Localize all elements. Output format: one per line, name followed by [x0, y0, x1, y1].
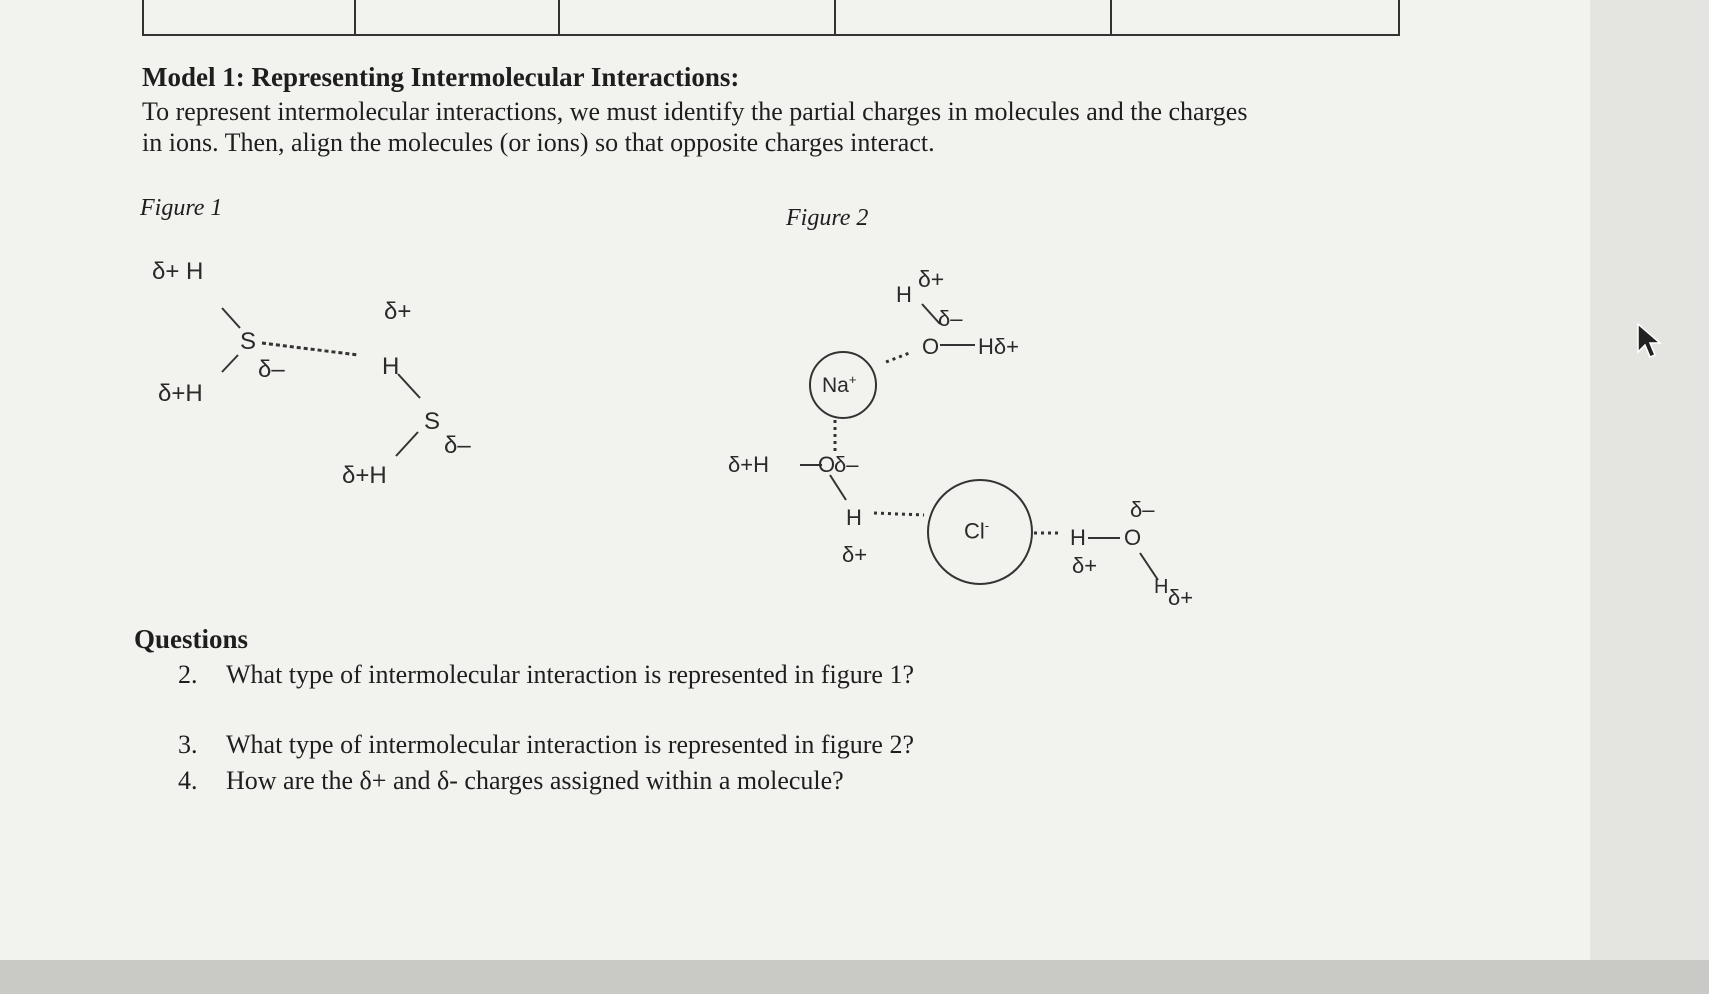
fig1-s-left: S: [240, 328, 257, 355]
fig1-s-right-charge: δ–: [444, 432, 471, 459]
question-3: [178, 730, 914, 760]
question-number: 3.: [178, 730, 198, 759]
questions-heading: Questions: [134, 624, 249, 654]
fig2-mid-left: δ+H: [728, 452, 769, 477]
fig2-right-h: H: [1070, 525, 1086, 550]
intro-line-1: To represent intermolecular interactions, we must identify the partial charges in molecules and the charges: [142, 97, 1248, 126]
fig1-h-mid: H: [382, 353, 400, 380]
fig2-right-bottom-h: H: [1154, 576, 1169, 598]
model-title: Model 1: Representing Intermolecular Interactions:: [142, 62, 740, 92]
cl-charge: -: [984, 518, 990, 533]
fig1-h-bottom-right: δ+H: [342, 462, 387, 489]
fig2-right-h-charge: δ+: [1072, 553, 1098, 578]
cl-ion-label: [964, 518, 989, 544]
fig2-top-h-charge: δ+: [918, 266, 945, 292]
fig1-h-bottom-left: δ+H: [158, 380, 203, 407]
fig2-top-o: O: [922, 334, 940, 359]
na-charge: +: [848, 372, 857, 387]
fig2-top-oh: Hδ+: [978, 334, 1019, 359]
question-2: [178, 660, 914, 690]
fig2-right-o-charge: δ–: [1130, 497, 1155, 522]
fig2-right-o: O: [1124, 525, 1142, 550]
question-text: What type of intermolecular interaction is represented in figure 2?: [226, 730, 914, 759]
question-number: 4.: [178, 766, 198, 795]
figure-1-label: Figure 1: [140, 195, 223, 221]
desk-background-bottom: [0, 960, 1709, 994]
fig2-top-o-charge: δ–: [938, 306, 963, 331]
fig1-s-right: S: [424, 408, 441, 435]
fig2-mid-h-charge: δ+: [842, 542, 868, 567]
fig1-s-left-charge: δ–: [258, 356, 285, 383]
fig2-mid-o-charge: δ–: [834, 452, 859, 477]
fig2-mid-o: O: [818, 452, 836, 477]
fig2-top-h: H: [896, 282, 912, 307]
fig1-h-mid-charge: δ+: [384, 298, 412, 325]
na-ion-label: [822, 372, 856, 398]
intro-line-2: in ions. Then, align the molecules (or ions) so that opposite charges interact.: [142, 128, 935, 157]
question-number: 2.: [178, 660, 198, 689]
figure-2-label: Figure 2: [786, 205, 869, 231]
desk-background: [1590, 0, 1709, 960]
fig2-right-bottom-charge: δ+: [1168, 585, 1194, 610]
cl-symbol: Cl: [964, 518, 985, 544]
fig2-mid-h: H: [846, 505, 862, 530]
question-4: [178, 766, 844, 796]
fig1-h-top: δ+ H: [152, 258, 204, 285]
arrow-cursor-icon: [1636, 322, 1666, 362]
question-text: How are the δ+ and δ- charges assigned within a molecule?: [226, 766, 844, 795]
na-symbol: Na: [822, 374, 849, 397]
question-text: What type of intermolecular interaction is represented in figure 1?: [226, 660, 914, 689]
